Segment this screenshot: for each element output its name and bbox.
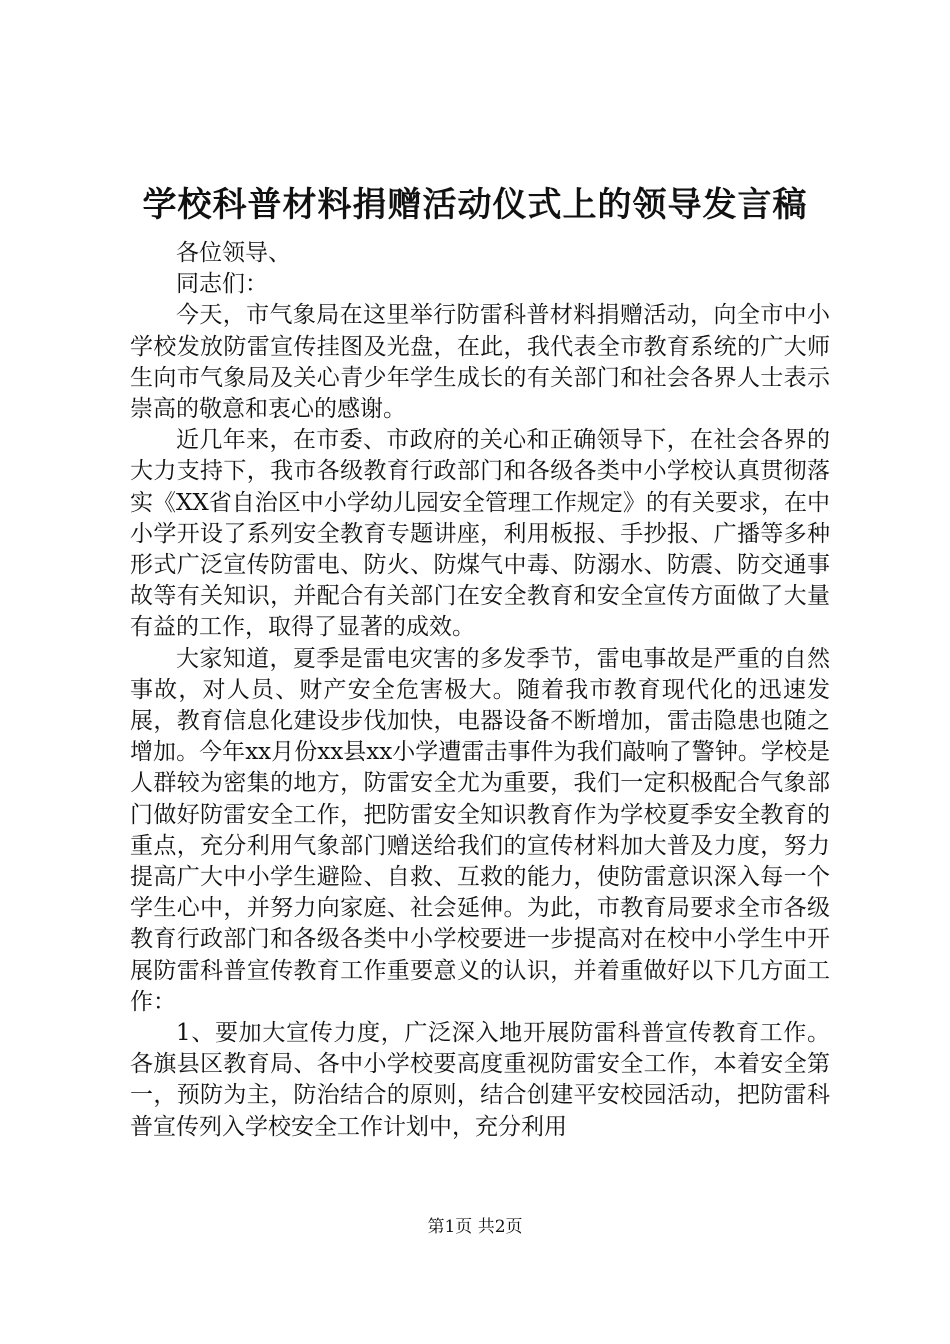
body-paragraph: 今天，市气象局在这里举行防雷科普材料捐赠活动，向全市中小学校发放防雷宣传挂图及光盘，在此，我代表全市教育系统的广大师生向市气象局及关心青少年学生成长的有关部门和社会各界人士表示崇高的敬意和衷心的感谢。: [130, 302, 830, 423]
salutation-line: 各位领导、: [176, 240, 291, 266]
salutation-line: 同志们：: [176, 271, 268, 298]
page-number-footer: 第1页 共2页: [427, 1217, 523, 1237]
body-paragraph: 近几年来，在市委、市政府的关心和正确领导下，在社会各界的大力支持下，我市各级教育行政部门和各级各类中小学校认真贯彻落实《XX省自治区中小学幼儿园安全管理工作规定》的有关要求，在中小学开设了系列安全教育专题讲座，利用板报、手抄报、广播等多种形式广泛宣传防雷电、防火、防煤气中毒、防溺水、防震、防交通事故等有关知识，并配合有关部门在安全教育和安全宣传方面做了大量有益的工作，取得了显著的成效。: [130, 427, 830, 641]
document-title: 学校科普材料捐赠活动仪式上的领导发言稿: [142, 185, 808, 225]
document-body: [130, 238, 830, 1143]
body-paragraph: 1、要加大宣传力度，广泛深入地开展防雷科普宣传教育工作。各旗县区教育局、各中小学校要高度重视防雷安全工作，本着安全第一，预防为主，防治结合的原则，结合创建平安校园活动，把防雷科普宣传列入学校安全工作计划中，充分利用: [130, 1020, 830, 1140]
body-paragraph: 大家知道，夏季是雷电灾害的多发季节，雷电事故是严重的自然事故，对人员、财产安全危害极大。随着我市教育现代化的迅速发展，教育信息化建设步伐加快，电器设备不断增加，雷击隐患也随之增加。今年xx月份xx县xx小学遭雷击事件为我们敲响了警钟。学校是人群较为密集的地方，防雷安全尤为重要，我们一定积极配合气象部门做好防雷安全工作，把防雷安全知识教育作为学校夏季安全教育的重点，充分利用气象部门赠送给我们的宣传材料加大普及力度，努力提高广大中小学生避险、自救、互救的能力，使防雷意识深入每一个学生心中，并努力向家庭、社会延伸。为此，市教育局要求全市各级教育行政部门和各级各类中小学校要进一步提高对在校中小学生中开展防雷科普宣传教育工作重要意义的认识，并着重做好以下几方面工作：: [130, 645, 830, 1015]
